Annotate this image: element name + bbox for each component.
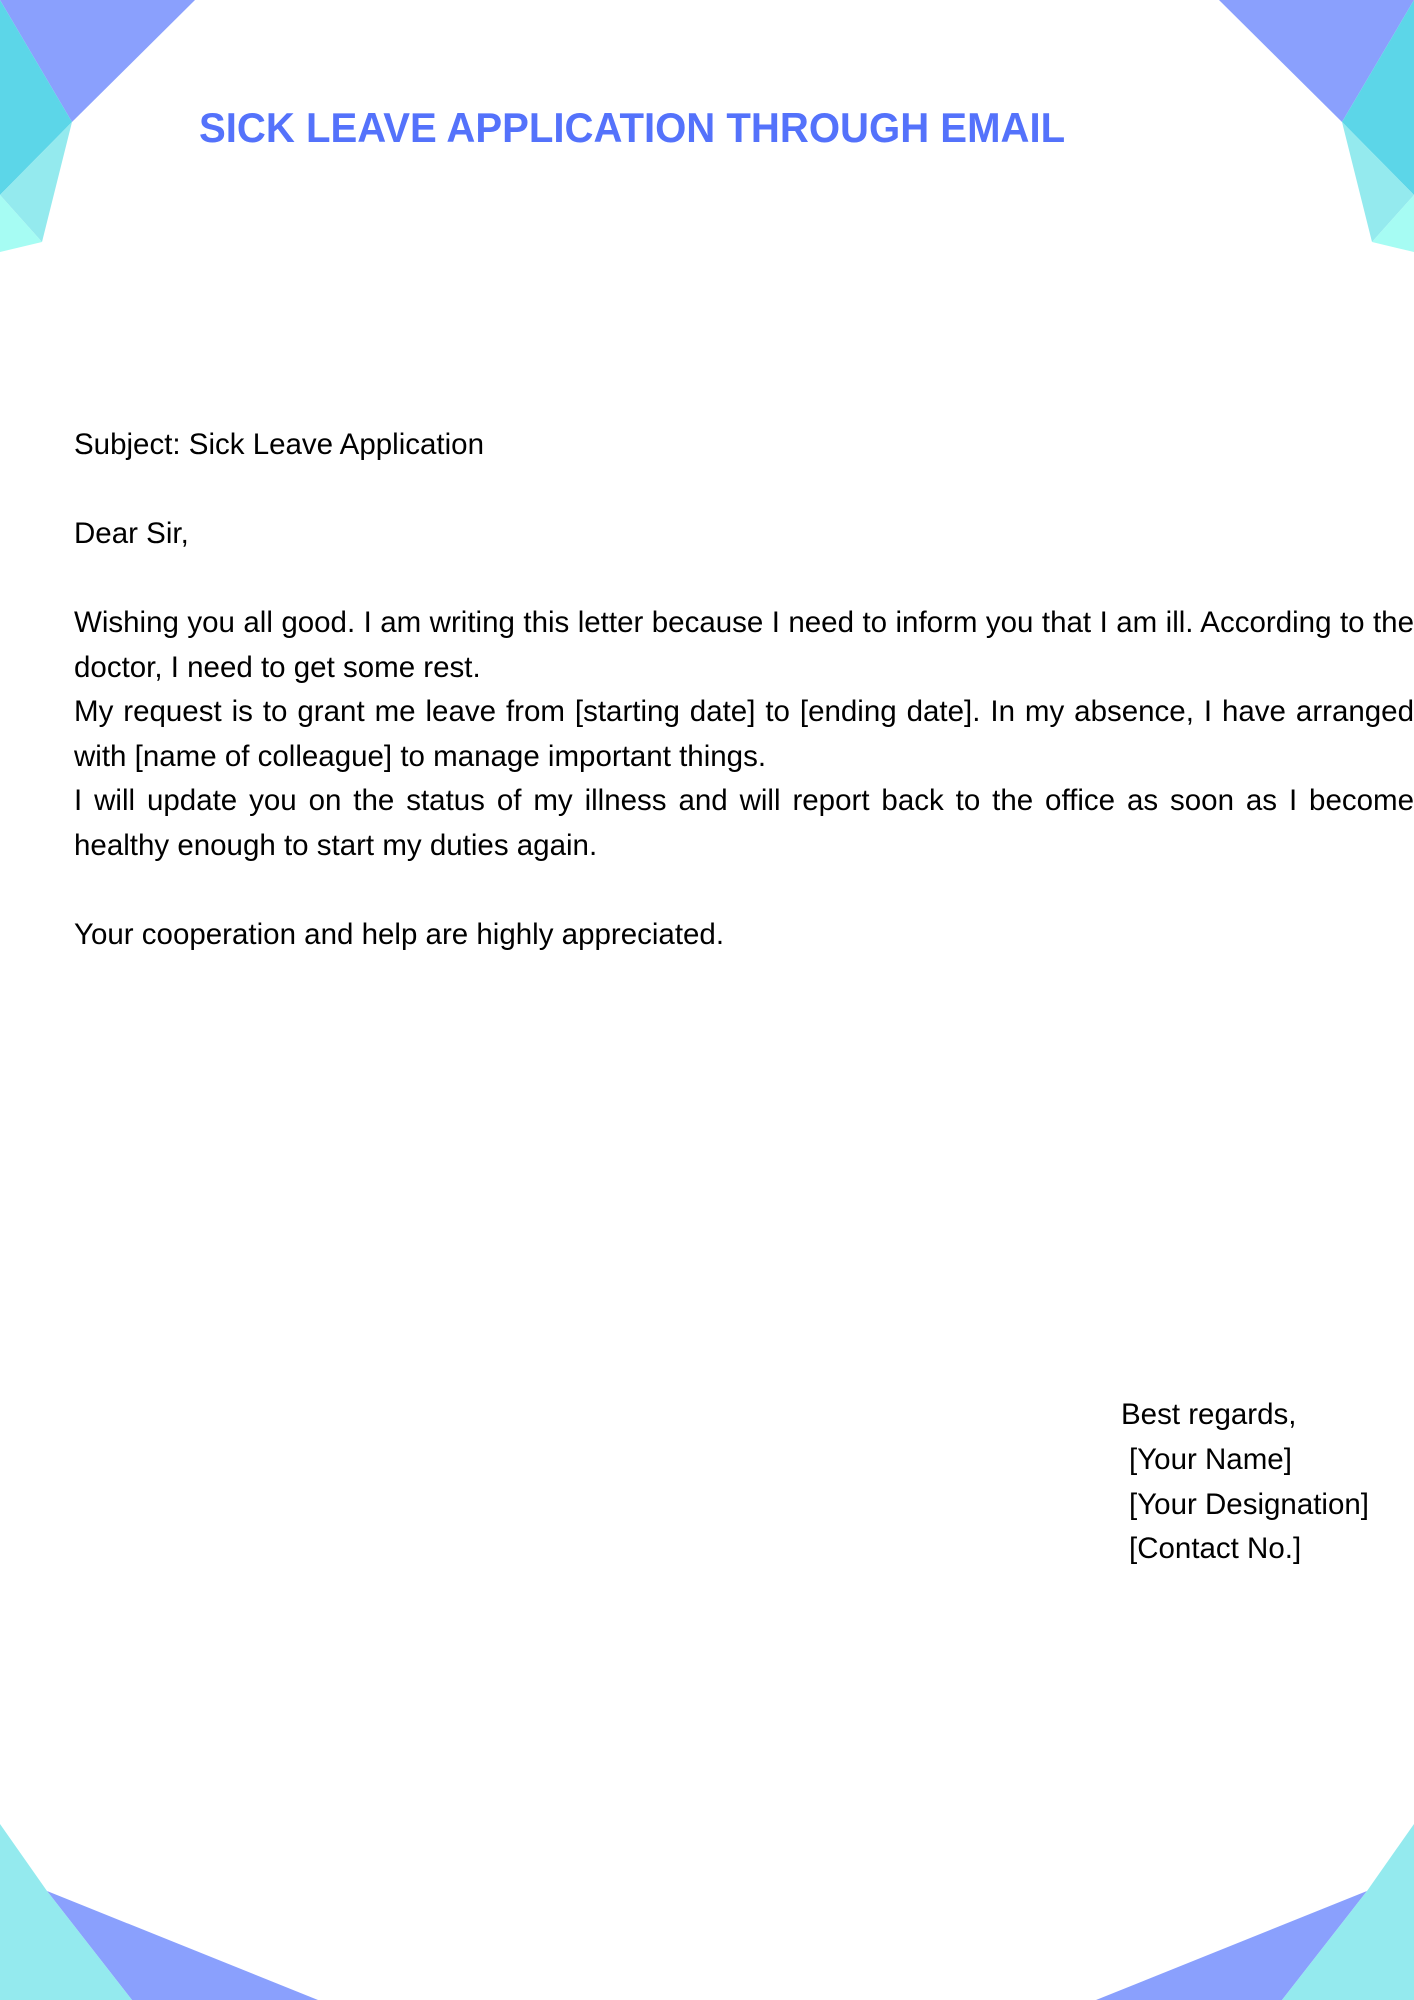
sign-off: Best regards, — [1121, 1398, 1297, 1431]
body-paragraph: Wishing you all good. I am writing this letter because I need to inform you that I am ill. According to the doctor, I need to get some rest. — [74, 606, 1414, 684]
corner-decoration-bottom-right — [1084, 1820, 1414, 2000]
signature-contact: [Contact No.] — [1129, 1532, 1302, 1566]
corner-decoration-top-left — [0, 0, 200, 260]
salutation: Dear Sir, — [74, 517, 189, 550]
signature-designation: [Your Designation] — [1129, 1487, 1369, 1521]
subject-line: Subject: Sick Leave Application — [74, 428, 484, 461]
corner-decoration-top-right — [1214, 0, 1414, 260]
closing-line: Your cooperation and help are highly appreciated. — [74, 918, 725, 951]
body-paragraph: My request is to grant me leave from [starting date] to [ending date]. In my absence, I have arranged with [name of colleague] to manage important things. — [74, 695, 1414, 773]
body-paragraph: I will update you on the status of my illness and will report back to the office as soon as I become healthy enough to start my duties again. — [74, 784, 1414, 862]
signature-block — [1121, 1393, 1369, 1572]
signature-name: [Your Name] — [1129, 1442, 1292, 1476]
letter-body — [74, 601, 1414, 869]
corner-decoration-bottom-left — [0, 1820, 330, 2000]
document-title: SICK LEAVE APPLICATION THROUGH EMAIL — [199, 104, 1066, 151]
